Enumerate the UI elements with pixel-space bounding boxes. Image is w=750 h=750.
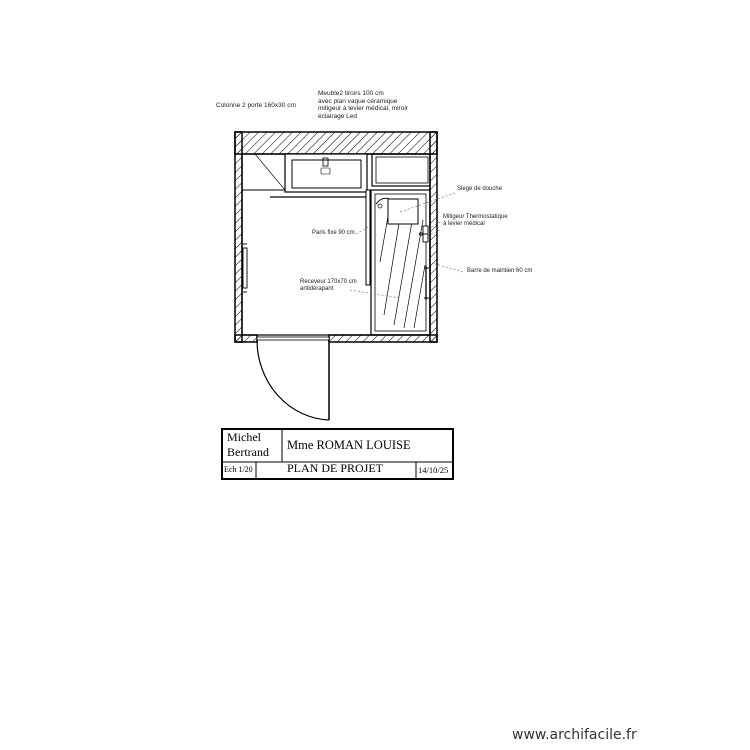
label-pare-fixe: Paris fixe 90 cm: [312, 230, 355, 236]
plan-title: PLAN DE PROJET: [287, 461, 384, 475]
label-mitigeur: [443, 214, 508, 228]
label-mitigeur-line2: à levier médical: [443, 221, 485, 227]
side-cabinet: [372, 154, 430, 186]
door: [257, 337, 329, 420]
label-meuble-line3: mitigeur à levier médical, miroir: [318, 105, 408, 112]
shower-seat: [376, 198, 418, 224]
label-meuble: [318, 90, 408, 120]
towel-rail-icon: [243, 244, 247, 292]
label-meuble-line1: Meuble2 tiroirs 100 cm: [318, 90, 384, 97]
vanity-unit: [270, 154, 367, 197]
glass-screen: [366, 190, 370, 285]
column-cabinet: [242, 154, 285, 190]
scale-label: Ech 1/20: [224, 465, 253, 474]
designer-last-name: Bertrand: [227, 445, 269, 459]
label-colonne: Colonne 2 porte 160x30 cm: [216, 102, 296, 109]
label-siege: Siege de douche: [457, 186, 503, 192]
grab-bar-icon: [424, 266, 430, 300]
label-meuble-line2: avec plan vaque céramique: [318, 97, 398, 105]
watermark: www.archifacile.fr: [512, 727, 637, 743]
mixer-icon: [419, 226, 428, 242]
label-mitigeur-line1: Mitigeur Thermostatique: [443, 214, 508, 220]
designer-first-name: Michel: [227, 430, 261, 444]
label-receveur-line1: Receveur 170x70 cm: [300, 279, 357, 285]
label-barre: Barre de maintien 60 cm: [467, 268, 533, 274]
client-name: Mme ROMAN LOUISE: [287, 438, 411, 452]
label-meuble-line4: éclairage Led: [318, 112, 358, 120]
label-receveur: [300, 279, 357, 293]
designer-name: [227, 430, 269, 460]
label-receveur-line2: antidérapant: [300, 286, 334, 292]
plan-date: 14/10/25: [418, 465, 449, 475]
